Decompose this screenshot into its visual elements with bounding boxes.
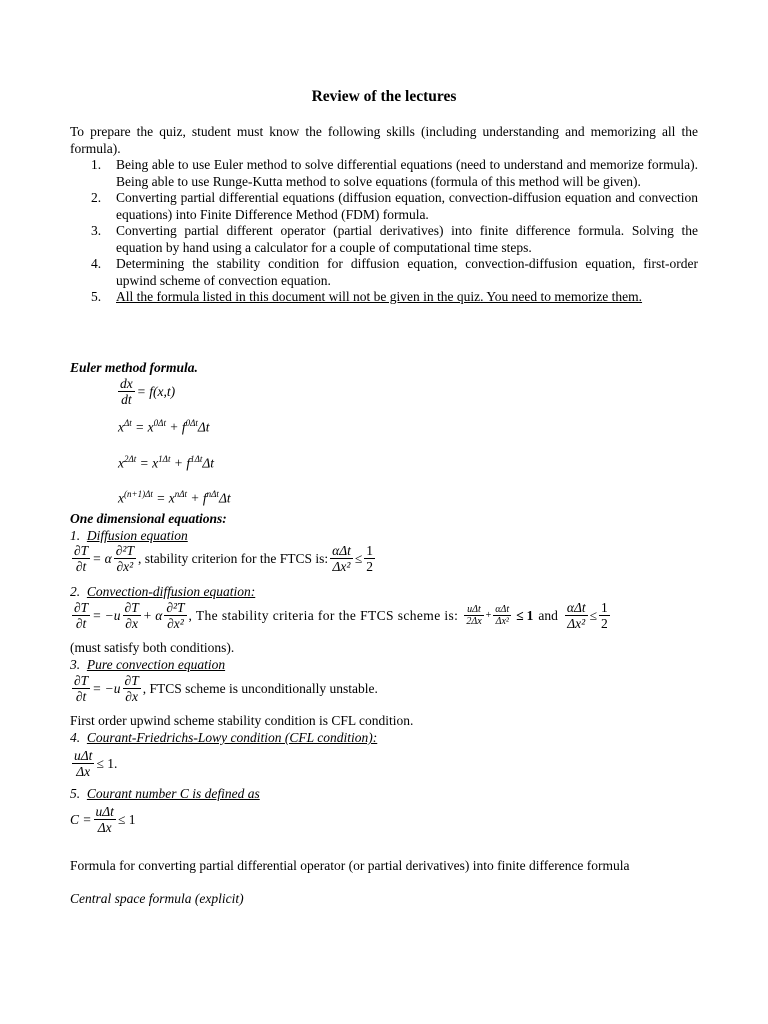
one-dim-heading: One dimensional equations: [70, 511, 227, 526]
central-space-heading: Central space formula (explicit) [70, 891, 244, 906]
diffusion-heading: 1. Diffusion equation [70, 528, 188, 543]
intro-paragraph: To prepare the quiz, student must know the following skills (including understanding and memorizing all the formula). [70, 124, 698, 156]
convdiff-equation: $\frac{\partial T}{\partial t}$ = −u $\frac{\partial T}{\partial x}$ + α $\frac{\text{∂²T}}{\text{∂x²}}$ , The stability criteria for the FTCS scheme is: $\frac{\text{uΔt}}{2\Delta x}$ + $\frac{\text{αΔt}}{\text{Δx²}}$ ≤ 1 and $\frac{\text{αΔt}}{\text{Δx²}}$ ≤ $\frac{1}{2}$ [74, 600, 608, 631]
list-item: 5. All the formula listed in this document will not be given in the quiz. You need to memorize them. [91, 289, 643, 304]
list-item: 2. Converting partial differential equations (diffusion equation, convection-diffusion equation and convection equations) into Finite Difference Method (FDM) formula. [91, 190, 698, 222]
euler-step-2: $x^{2\Delta t} = x^{1\Delta t} + f^{1\Delta t}\Delta t$ [118, 454, 215, 471]
pureconv-heading: 3. Pure convection equation [70, 657, 226, 672]
convdiff-heading: 2. Convection-diffusion equation: [70, 584, 256, 599]
courant-equation: C = $\frac{\text{uΔt}}{\Delta x}$ ≤ 1 [70, 804, 136, 835]
upwind-text: First order upwind scheme stability condition is CFL condition. [70, 713, 414, 728]
list-item: 4. Determining the stability condition for diffusion equation, convection-diffusion equation, first-order upwind scheme of convection equation. [91, 256, 698, 288]
euler-heading: Euler method formula. [70, 360, 198, 375]
convdiff-note: (must satisfy both conditions). [70, 640, 235, 655]
diffusion-equation: $\frac{\partial T}{\partial t}$ = α $\frac{\text{∂²T}}{\text{∂x²}}$ , stability criterion for the FTCS is: $\frac{\text{αΔt}}{\text{Δx²}}$ ≤ $\frac{1}{2}$ [74, 543, 374, 574]
courant-heading: 5. Courant number C is defined as [70, 786, 260, 801]
skills-list [70, 157, 698, 306]
list-item: 3. Converting partial different operator (partial derivatives) into finite difference formula. Solving the equation by hand using a calculator for a couple of computational time steps. [91, 223, 698, 255]
list-item: 1. Being able to use Euler method to solve differential equations (need to understand and memorize formula). Being able to use Runge-Kutta method to solve equations (formula of this method will be given). [91, 157, 698, 189]
cfl-equation: $\frac{\text{uΔt}}{\Delta x}$ ≤ 1. [74, 748, 118, 779]
euler-step-n: $x^{(n+1)\Delta t} = x^{n\Delta t} + f^{n\Delta t}\Delta t$ [118, 489, 231, 506]
euler-step-1: $x^{\Delta t} = x^{0\Delta t} + f^{0\Delta t}\Delta t$ [118, 418, 210, 435]
cfl-heading: 4. Courant-Friedrichs-Lowy condition (CFL condition): [70, 730, 378, 745]
page-title: Review of the lectures [311, 88, 457, 105]
pureconv-equation: $\frac{\partial T}{\partial t}$ = −u $\frac{\partial T}{\partial x}$ , FTCS scheme is unconditionally unstable. [74, 673, 378, 704]
euler-ode: $\frac{dx}{dt}$ = f(x,t) [120, 376, 176, 407]
fd-formula-text: Formula for converting partial differential operator (or partial derivatives) into finite difference formula [70, 858, 630, 873]
